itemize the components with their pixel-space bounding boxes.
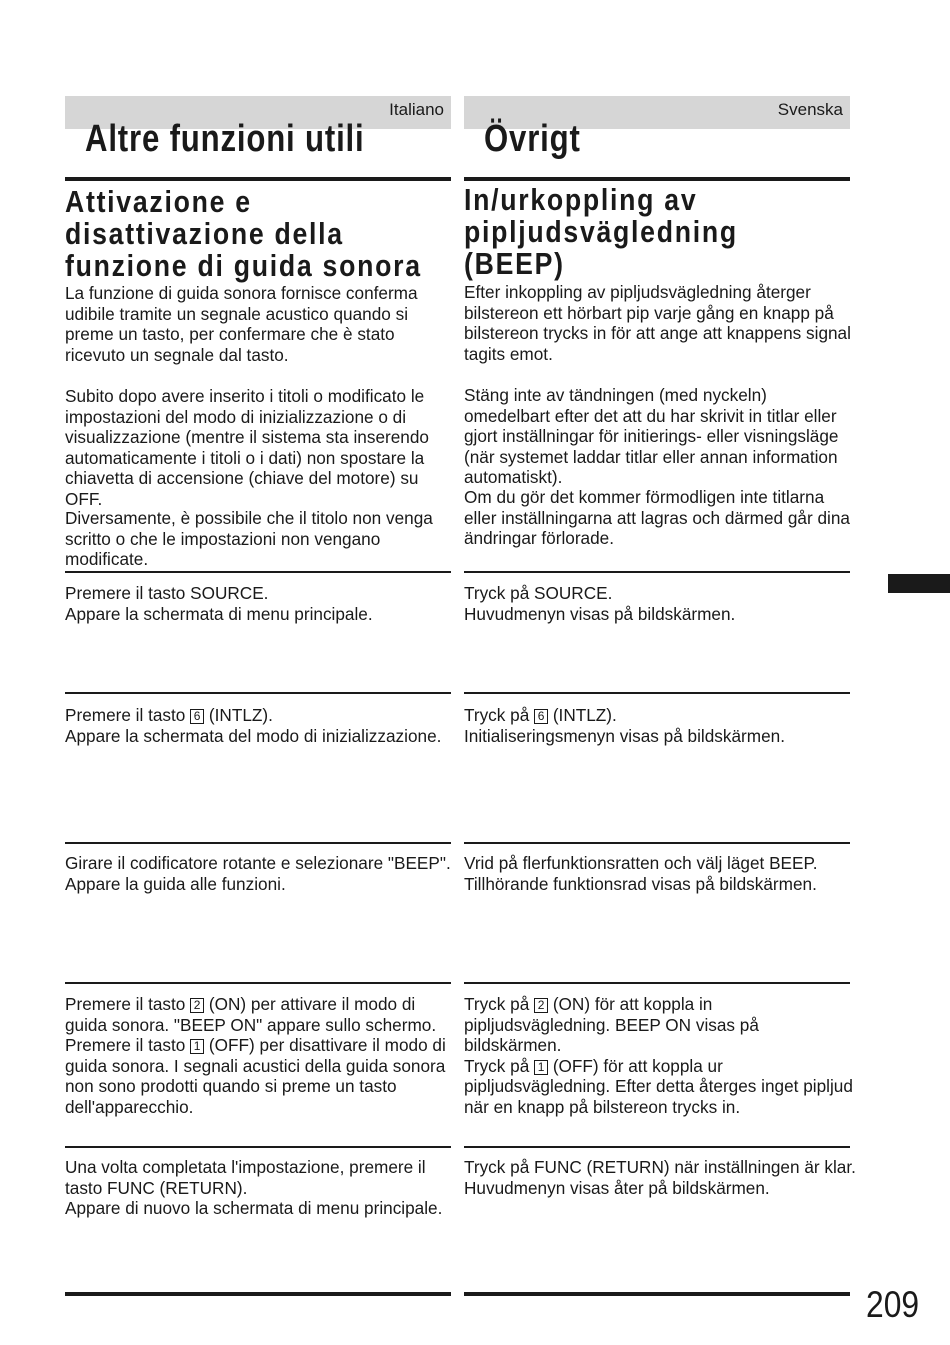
section-tab-marker [888,574,950,593]
right-bottom-rule [464,1292,850,1296]
right-step3-rule [464,842,850,844]
left-step3-text: Girare il codificatore rotante e selezionare "BEEP". Appare la guida alle funzioni. [65,853,451,894]
right-section-title: In/urkoppling av pipljudsvägledning (BEEP) [464,182,738,281]
left-step1-rule [65,571,451,573]
right-warning-note: Om du gör det kommer förmodligen inte titlarna eller inställningarna att lagras och därmed går dina ändringar förlorade. [464,487,850,549]
key-6-icon: 6 [190,709,204,724]
right-warning-paragraph: Stäng inte av tändningen (med nyckeln) omedelbart efter det att du har skrivit in titlar eller gjort inställningar för initierings- eller visningsläge (när systemet laddar titlar eller annan information automatiskt). [464,385,839,488]
left-step1-text: Premere il tasto SOURCE. Appare la schermata di menu principale. [65,583,373,624]
right-intro-paragraph: Efter inkoppling av pipljudsvägledning återger bilstereon ett hörbart pip varje gång en knapp på bilstereon trycks in för att ange att knappens signal tagits emot. [464,282,851,364]
left-page-title: Altre funzioni utili [85,118,365,160]
key-6-icon: 6 [534,709,548,724]
right-step5-rule [464,1146,850,1148]
right-step1-rule [464,571,850,573]
left-bottom-rule [65,1292,451,1296]
key-2-icon: 2 [534,998,548,1013]
key-1-icon: 1 [190,1039,204,1054]
left-step5-text: Una volta completata l'impostazione, premere il tasto FUNC (RETURN). Appare di nuovo la schermata di menu principale. [65,1157,443,1219]
left-step3-rule [65,842,451,844]
right-title-rule [464,177,850,181]
right-step4-text: Tryck på 2 (ON) för att koppla in pipljudsvägledning. BEEP ON visas på bildskärmen. Tryck på 1 (OFF) för att koppla ur pipljudsvägledning. Efter detta återges inget pipljud när en knapp på bilstereon trycks in. [464,994,853,1117]
left-step2-rule [65,692,451,694]
right-page-title: Övrigt [484,118,581,160]
right-step4-rule [464,982,850,984]
left-warning-paragraph: Subito dopo avere inserito i titoli o modificato le impostazioni del modo di inizializzazione o di visualizzazione (mentre il sistema sta inserendo automaticamente i titoli o i dati) non spostare la chiavetta di accensione (chiave del motore) su OFF. [65,386,429,509]
page-number: 209 [866,1284,920,1325]
left-section-title: Attivazione e disattivazione della funzione di guida sonora [65,184,422,283]
key-2-icon: 2 [190,998,204,1013]
left-step2-text: Premere il tasto 6 (INTLZ). Appare la schermata del modo di inizializzazione. [65,705,442,746]
left-warning-note: Diversamente, è possibile che il titolo non venga scritto o che le impostazioni non vengano modificate. [65,508,433,570]
right-step1-text: Tryck på SOURCE. Huvudmenyn visas på bildskärmen. [464,583,736,624]
left-step4-rule [65,982,451,984]
right-step2-text: Tryck på 6 (INTLZ). Initialiseringsmenyn visas på bildskärmen. [464,705,785,746]
right-language-label: Svenska [777,100,843,119]
left-step4-text: Premere il tasto 2 (ON) per attivare il modo di guida sonora. "BEEP ON" appare sullo schermo. Premere il tasto 1 (OFF) per disattivare il modo di guida sonora. I segnali acustici della guida sonora non sono prodotti quando si preme un tasto dell'apparecchio. [65,994,446,1117]
left-language-label: Italiano [389,100,444,119]
left-title-rule [65,177,451,181]
right-step5-text: Tryck på FUNC (RETURN) när inställningen är klar. Huvudmenyn visas åter på bildskärmen. [464,1157,856,1198]
left-intro-paragraph: La funzione di guida sonora fornisce conferma udibile tramite un segnale acustico quando si preme un tasto, per confermare che è stato ricevuto un segnale dal tasto. [65,283,418,365]
right-step2-rule [464,692,850,694]
right-step3-text: Vrid på flerfunktionsratten och välj läget BEEP. Tillhörande funktionsrad visas på bildskärmen. [464,853,818,894]
left-step5-rule [65,1146,451,1148]
key-1-icon: 1 [534,1060,548,1075]
